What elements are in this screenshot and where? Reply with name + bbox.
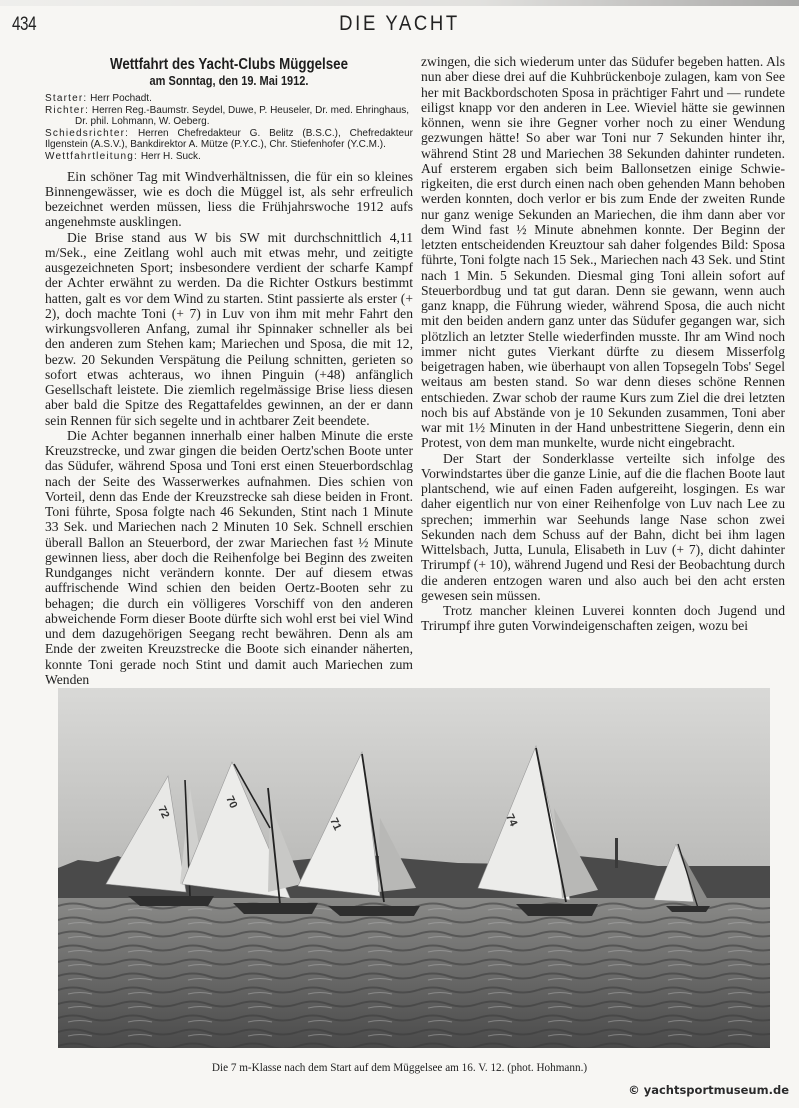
official-role: Wettfahrtleitung: bbox=[45, 150, 139, 162]
paragraph: Die Brise stand aus W bis SW mit durchschnittlich 4,11 m/Sek., eine Zeitlang wohl auch mit etwas mehr, und zeitigte ausgezeichneten Sport; insbesondere verdient der scharfe Kampf der Achter erwähnt zu werden. Da die Richter Ostkurs bestimmt hatten, galt es vor dem Wind zu starten. Stint passierte als erster (+ 2), doch machte Toni (+ 7) in Luv von ihm mit mehr Fahrt den wirkungsvolleren Anfang, zumal ihr Spinnaker schneller als bei den anderen zum Stehen kam; Mariechen und Sposa, die mit 12, bezw. 20 Sekunden Verspätung die Peilung schnitten, gerieten so sofort etwas achteraus, wo ihnen Pinguin (+48) anfänglich Gesellschaft leistete. Die ziemlich regelmässige Brise liess diesen aber bald die Spitze des Regattafeldes gewinnen, an der er dann sein Rennen für sich segelte und in achtbarer Zeit beendete. bbox=[45, 229, 413, 428]
official-starter bbox=[45, 93, 413, 105]
regatta-photo bbox=[58, 688, 770, 1048]
official-role: Schiedsrichter: bbox=[45, 127, 130, 139]
paragraph: Der Start der Sonderklasse verteilte sich infolge des Vorwindstartes über die ganze Linie, auf die die flachen Boote laut plantschend, wie auf einen Faden aufgereiht, losgingen. Es war daher eigentlich nur von einer Reihenfolge von Luv nach Lee zu sprechen; immerhin war Seehunds lange Nase schon zwei Sekunden nach dem Schuss auf der Bahn, dicht bei ihm lagen Wittelsbach, Jutta, Lunula, Elisabeth in Luv (+ 7), dicht dahinter Trirumpf (+ 10), während Jugend und Resi der Beobachtung durch die anderen entzogen waren und also auch bei den acht ersten gewesen sein müssen. bbox=[421, 450, 785, 603]
paragraph: Ein schöner Tag mit Windverhältnissen, die für ein so kleines Binnengewässer, wie es doch die Müggel ist, als sehr erfreulich bezeichnet werden müssen, liess die Frühjahrswoche 1912 aufs angenehmste ausklingen. bbox=[45, 168, 413, 230]
copyright-watermark: © yachtsportmuseum.de bbox=[628, 1083, 789, 1097]
regatta-photo-illustration bbox=[58, 688, 770, 1048]
scan-edge-shadow bbox=[0, 0, 799, 6]
paragraph: zwingen, die sich wiederum unter das Südufer begeben hatten. Als nun aber diese drei auf die Kuhbrückenboje zulagen, kam von See her mit Backbordschoten Sposa in prächtiger Fahrt und — rundete eiligst knapp vor den anderen in Lee. Wieviel hätte sie gewinnen können, wenn sie ihre Gegner vorher noch zu einer Wendung gezwungen hätte! So aber war Toni nur 7 Sekunden hinter ihr, während Stint 28 und Mariechen 38 Sekunden dahinter rundeten. Auf ersterem ergaben sich beim Ballonsetzen einige Schwierigkeiten, die erst durch einen nach oben gehenden Mann behoben werden konnten, doch verlor er bis zum Ende der zweiten Runde nur ganz wenige Sekunden an Mariechen, die ihm dann aber vor dem Wind fast ½ Minute abnehmen konnte. Der Beginn der letzten entscheidenden Kreuztour sah daher folgendes Bild: Sposa führte, Toni folgte nach 15 Sek., Mariechen nach 43 Sek. und Stint nach 1 Min. 5 Sekunden. Diesmal ging Toni allein sofort auf Steuerbordbug und tat gut daran. Denn sie gewann, wenn auch ganz knapp, die Führung wieder, während Sposa, die auch nicht mit den beiden andern ganz unter das Südufer gegangen war, sich plötzlich an letzter Stelle wiederfinden musste. Ihr am Wind noch immer nicht gutes Vierkant dürfte zu diesem Misserfolg beigetragen haben, wie überhaupt von allen Topsegeln Tobs' Segel weitaus am besten stand. So war denn dieses schöne Rennen entschieden. Zwar schob der raume Kurs zum Ziel die drei letzten noch bis auf Abstände von je 10 Sekunden zusammen, Toni aber war mit 1½ Minuten in der Hand unbestrittene Siegerin, denn ein Protest, von dem man munkelte, wurde nicht eingebracht. bbox=[421, 54, 785, 451]
official-names: Herr H. Suck. bbox=[140, 150, 201, 162]
sail-number: 74 bbox=[503, 812, 520, 829]
official-names: Herr Pochadt. bbox=[90, 93, 152, 104]
article-column-1 bbox=[45, 50, 413, 687]
paragraph: Trotz mancher kleinen Luverei konnten doch Jugend und Trirumpf ihre guten Vorwindeigenschaften zeigen, wozu bei bbox=[421, 603, 785, 634]
chimney bbox=[615, 838, 618, 868]
photo-caption: Die 7 m-Klasse nach dem Start auf dem Müggelsee am 16. V. 12. (phot. Hohmann.) bbox=[211, 1062, 588, 1074]
official-referees bbox=[45, 128, 413, 151]
official-role: Starter: bbox=[45, 93, 88, 104]
official-names-continued: Dr. phil. Lohmann, W. Oeberg. bbox=[75, 116, 210, 128]
sail-number: 72 bbox=[155, 804, 172, 821]
official-judges bbox=[45, 105, 413, 128]
official-names: Herren Chefredakteur G. Belitz (B.S.C.), Chefredakteur Ilgenstein (A.S.V.), Bankdirektor A. Mütze (P.Y.C.), Chr. Stiefenhofer (Y.C.M.). bbox=[45, 127, 413, 151]
sail-number: 71 bbox=[327, 816, 344, 833]
article-column-2 bbox=[421, 54, 785, 634]
magazine-title: DIE YACHT bbox=[339, 12, 460, 35]
article-title: Wettfahrt des Yacht-Clubs Müggelsee bbox=[109, 56, 349, 73]
official-names: Herren Reg.-Baumstr. Seydel, Duwe, P. Heuseler, Dr. med. Ehringhaus, bbox=[91, 104, 410, 116]
official-race-management bbox=[45, 151, 413, 163]
water-ripples bbox=[58, 898, 770, 1048]
page-number: 434 bbox=[12, 14, 37, 35]
paragraph: Die Achter begannen innerhalb einer halben Minute die erste Kreuzstrecke, und zwar gingen die beiden Oertz'schen Boote unter das Südufer, während Sposa und Toni erst einen Steuerbordschlag nach der Seite des Wasserwerkes aufnahmen. Dies schien von Vorteil, denn das Ende der Kreuzstrecke sah diese beiden in Front. Toni führte, Sposa folgte nach 46 Sekunden, Stint nach 1 Minute 33 Sek. und Mariechen nach 2 Minuten 10 Sek. Schnell erschien überall Ballon an Steuerbord, der zwar Mariechen fast ½ Minute gewinnen liess, aber doch die Reihenfolge bei Beginn des zweiten Rundganges nicht verändern konnte. Der auf diesem etwas auffrischende Wind schien den beiden Oertz-Booten sehr zu behagen; die durch ein völligeres Vorschiff von den anderen abweichende Form dieser Boote dürfte sich wohl erst bei viel Wind und dem dazugehörigen Seegang recht bewähren. Denn als am Ende der zweiten Kreuzstrecke die Boote sich einander näherten, konnte Toni gerade noch Stint und damit auch Mariechen zum Wenden bbox=[45, 427, 413, 687]
sail-number: 70 bbox=[223, 794, 240, 811]
race-officials bbox=[45, 93, 413, 163]
article-subtitle: am Sonntag, den 19. Mai 1912. bbox=[149, 74, 309, 88]
official-role: Richter: bbox=[45, 104, 90, 116]
